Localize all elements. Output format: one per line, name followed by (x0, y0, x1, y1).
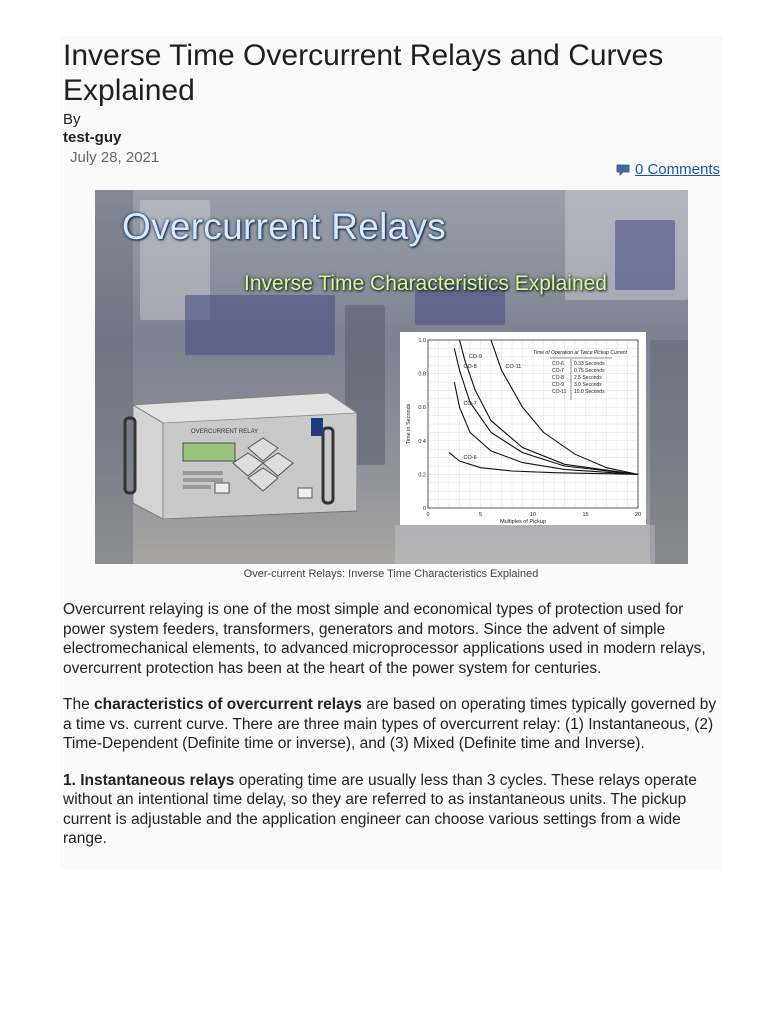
y-tick-label: 1.0 (418, 338, 426, 344)
paragraph-text: The (63, 696, 95, 713)
bg-panel (395, 525, 655, 564)
x-tick-label: 0 (426, 512, 430, 518)
series-label: CO-8 (463, 364, 477, 371)
page-title: Inverse Time Overcurrent Relays and Curves Explained (63, 39, 664, 107)
table-cell-curve: CO-6 (552, 361, 564, 367)
x-tick-label: 10 (529, 512, 537, 518)
comments-link[interactable]: 0 Comments (634, 161, 720, 178)
chart-axes (406, 338, 641, 525)
table-cell-curve: CO-7 (552, 368, 564, 374)
y-tick-label: 0 (422, 506, 426, 512)
paragraph: Overcurrent relaying is one of the most simple and economical types of protection used for power system feeders, transformers, generators and motors. Since the advent of simple electromechanical elements, to advanced microprocessor applications used in modern relays, overcurrent protection has been at the heart of the power system for centuries. (63, 601, 706, 677)
hero-image (95, 190, 688, 564)
table-cell-curve: CO-8 (552, 375, 564, 381)
bg-panel (185, 295, 335, 355)
series-label: CO-7 (463, 401, 477, 408)
series-label: CO-11 (505, 364, 522, 371)
comments-link-group[interactable] (616, 161, 720, 178)
speech-bubble-icon[interactable] (616, 163, 630, 177)
table-cell-time: 3.0 Seconds (574, 382, 602, 388)
x-axis-label: Multiples of Pickup (500, 519, 546, 525)
table-cell-time: 0.75 Seconds (574, 368, 605, 374)
paragraph-text: are based on operating times typically governed by a time vs. current curve. There are three main types of overcurrent relay: (1) Instantaneous, (2) Time-Dependent (Definite time or inverse), and (3) Mixed (Definite time and Inverse). (63, 696, 717, 752)
chart-table (533, 350, 628, 400)
inverse-time-chart (400, 332, 646, 525)
table-cell-curve: CO-9 (552, 382, 564, 388)
byline-label: By (63, 111, 81, 128)
bg-panel (650, 340, 688, 564)
paragraph (63, 771, 721, 849)
chart-labels (464, 354, 522, 461)
table-cell-time: 2.5 Seconds (574, 375, 602, 381)
series-label: CO-6 (463, 454, 477, 461)
chart-svg (400, 332, 646, 525)
y-tick-label: 0.6 (418, 405, 426, 412)
bg-panel (615, 220, 675, 290)
relay-device-label: OVERCURRENT RELAY (191, 429, 259, 435)
x-tick-label: 15 (582, 512, 589, 518)
article-body (63, 600, 721, 866)
hero-subtitle: Inverse Time Characteristics Explained (244, 272, 607, 295)
series-line-co-8 (454, 348, 638, 474)
table-cell-time: 0.33 Seconds (574, 361, 605, 367)
paragraph-text: operating time are usually less than 3 cycles. These relays operate without an intentional time delay, so they are referred to as instantaneous units. The pickup current is adjustable and the application engineer can choose various settings from a wide range. (63, 771, 697, 847)
hero-caption: Over-current Relays: Inverse Time Characteristics Explained (243, 568, 539, 580)
bold-term: characteristics of overcurrent relays (94, 696, 362, 713)
chart-grid (428, 340, 638, 508)
x-tick-label: 5 (478, 512, 483, 518)
y-axis-label: Time in Seconds (406, 403, 412, 445)
relay-device-illustration (123, 393, 357, 519)
x-tick-label: 20 (634, 512, 642, 518)
paragraph (63, 695, 721, 754)
series-label: CO-9 (468, 354, 482, 361)
y-tick-label: 0.4 (418, 438, 426, 445)
table-cell-time: 10.0 Seconds (574, 389, 605, 395)
article (60, 36, 722, 870)
author-name: test-guy (63, 129, 122, 146)
table-header: Time of Operation at Twice Pickup Current (532, 350, 628, 356)
y-tick-label: 0.2 (418, 472, 426, 479)
y-tick-label: 0.8 (418, 371, 426, 378)
table-cell-curve: CO-11 (552, 389, 567, 395)
bold-term: 1. Instantaneous relays (63, 771, 235, 789)
hero-title: Overcurrent Relays (122, 206, 447, 247)
publish-date: July 28, 2021 (70, 149, 160, 166)
